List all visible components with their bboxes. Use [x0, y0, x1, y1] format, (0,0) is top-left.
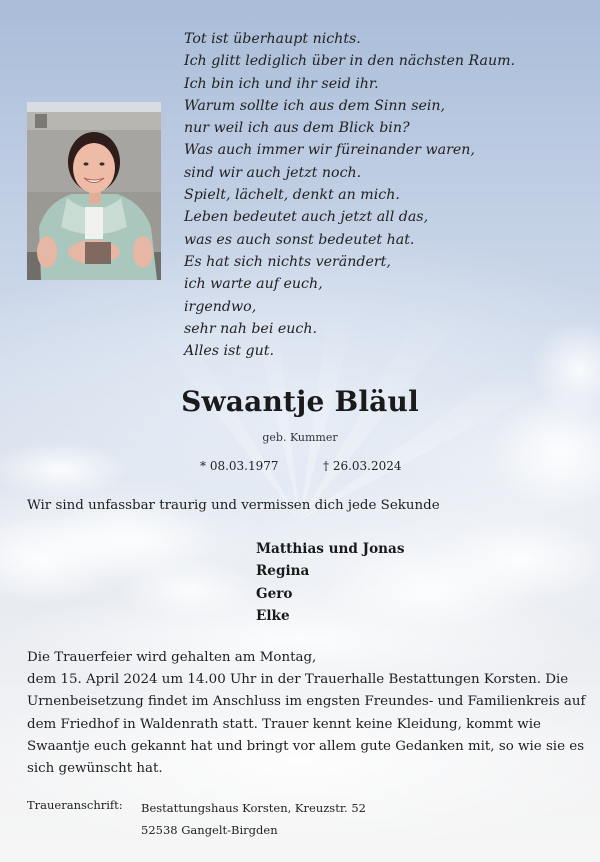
mourning-address [141, 798, 366, 841]
address-line-1: Bestattungshaus Korsten, Kreuzstr. 52 [141, 801, 366, 815]
poem-line: Tot ist überhaupt nichts. [184, 31, 361, 47]
portrait-photo [27, 102, 161, 280]
ceremony-line: Urnenbeisetzung findet im Anschluss im engsten Freundes- und Familienkreis auf [27, 694, 586, 710]
poem-line: ich warte auf euch, [184, 276, 323, 293]
poem-line: Warum sollte ich aus dem Sinn sein, [184, 97, 446, 114]
mourning-message: Wir sind unfassbar traurig und vermissen dich jede Sekunde [27, 498, 440, 513]
poem-line: Es hat sich nichts verändert, [184, 253, 391, 270]
poem-line: nur weil ich aus dem Blick bin? [184, 120, 410, 137]
death-date: † 26.03.2024 [323, 459, 402, 473]
poem-line: irgendwo, [184, 298, 257, 315]
ceremony-info [27, 647, 587, 780]
ceremony-line: Swaantje euch gekannt hat und bringt vor allem gute Gedanken mit, so wie sie es [27, 738, 585, 754]
poem-line: Was auch immer wir füreinander waren, [184, 142, 475, 159]
family-member: Matthias und Jonas [256, 541, 405, 557]
address-label: Traueranschrift: [27, 798, 123, 812]
family-member: Elke [256, 607, 290, 624]
family-member: Regina [256, 563, 310, 580]
poem-line: Ich glitt lediglich über in den nächsten Raum. [184, 53, 516, 70]
family-member: Gero [256, 585, 293, 602]
poem-line: Ich bin ich und ihr seid ihr. [184, 75, 379, 92]
born-name: geb. Kummer [262, 431, 338, 444]
poem-line: sind wir auch jetzt noch. [184, 164, 362, 181]
ceremony-line: Die Trauerfeier wird gehalten am Montag, [27, 650, 317, 665]
poem-line: Spielt, lächelt, denkt an mich. [184, 187, 400, 204]
poem [184, 28, 584, 362]
ceremony-line: dem Friedhof in Waldenrath statt. Trauer kennt keine Kleidung, kommt wie [27, 716, 541, 732]
address-line-2: 52538 Gangelt-Birgden [141, 822, 278, 837]
poem-line: sehr nah bei euch. [184, 320, 318, 337]
birth-date: * 08.03.1977 [200, 459, 279, 473]
poem-line: was es auch sonst bedeutet hat. [184, 231, 415, 248]
deceased-name: Swaantje Bläul [181, 385, 419, 418]
poem-line: Alles ist gut. [184, 343, 274, 360]
ceremony-line: sich gewünscht hat. [27, 761, 163, 777]
family-list [256, 538, 405, 627]
ceremony-line: dem 15. April 2024 um 14.00 Uhr in der Trauerhalle Bestattungen Korsten. Die [27, 672, 569, 688]
poem-line: Leben bedeutet auch jetzt all das, [184, 209, 429, 226]
